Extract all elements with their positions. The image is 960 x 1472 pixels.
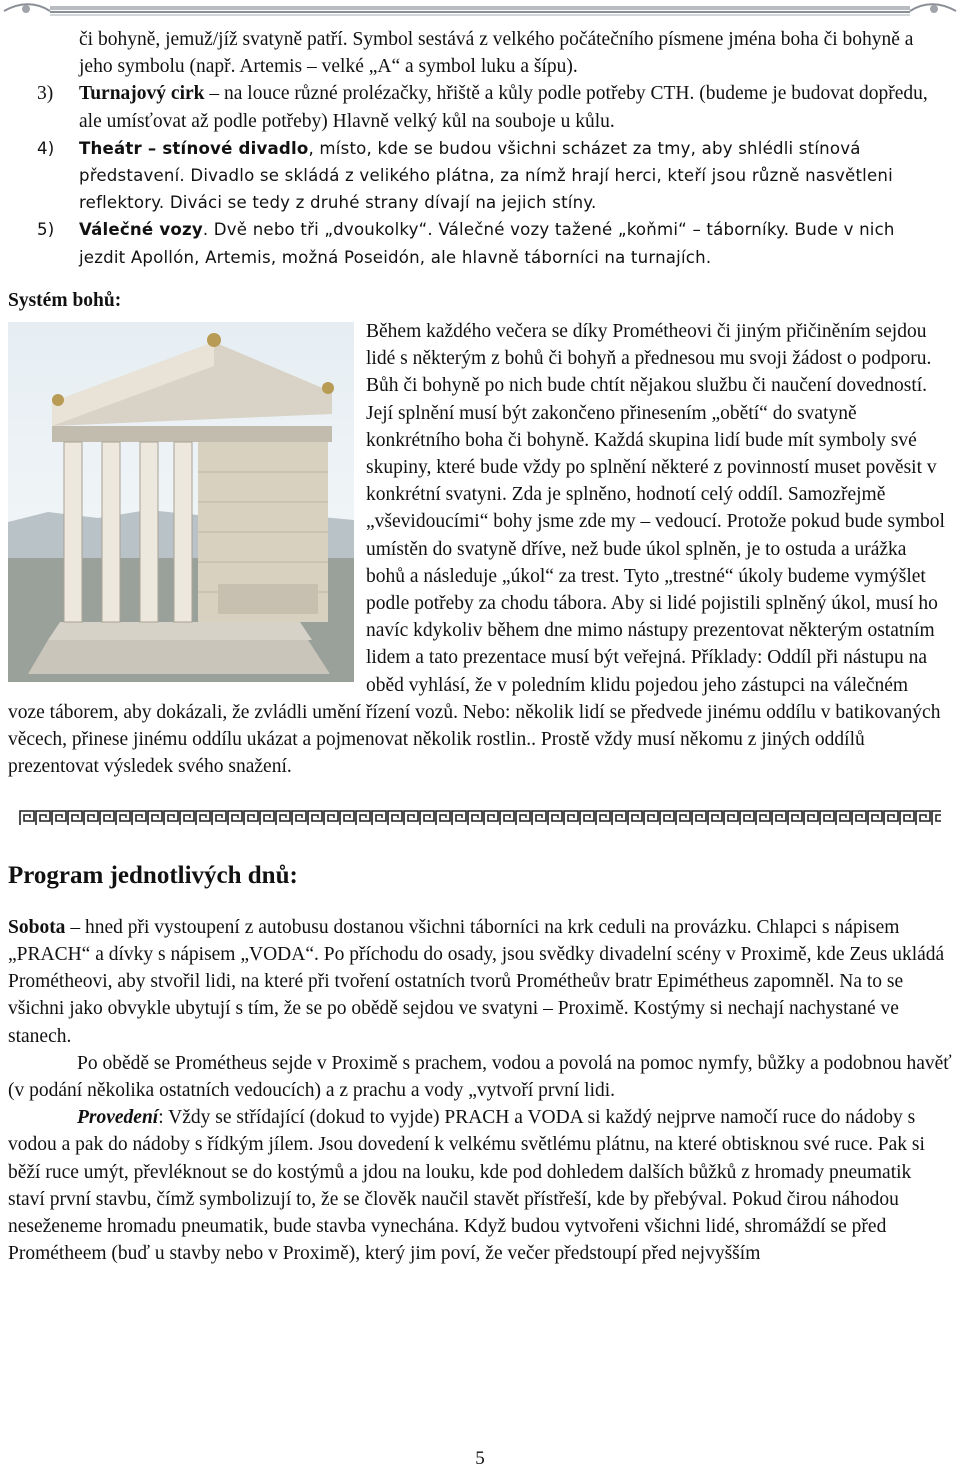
facility-list bbox=[8, 80, 952, 270]
gods-body-text: Během každého večera se díky Prométheovi či jiným přičiněním sejdou lidé s některým z bohů či bohyň a přednesou mu svoji žádost o podporu. Bůh či bohyně po nich bude chtít nějakou službu či naučení dovedností. Její splnění musí být zakončeno přinesením „obětí“ do svatyně konkrétního boha či bohyně. Každá skupina lidí bude mít symboly své skupiny, které bude vždy po splnění některé z povinností muset pověsit v konkrétní svatyni. Zda je splněno, hodnotí celý oddíl. Samozřejmě „vševidoucími“ bohy jsme zde my – vedoucí. Protože pokud bude symbol umístěn do svatyně dříve, než bude úkol splněn, je to ostuda a urážka bohů a následuje „úkol“ za trest. Tyto „trestné“ úkoly budeme vymýšlet podle potřeby za chodu tábora. Aby si lidé pojistili splněný úkol, musí ho navíc kdykoliv během dne mimo nástupy prezentovat některým ostatním lidem a tato prezentace musí být veřejná. Příklady: Oddíl při nástupu na oběd vyhlásí, že v poledním klidu pojedou jeho zástupci na válečném voze táborem, aby dokázali, že zvládli umění řízení vozů. Nebo: několik lidí se předvede jinému oddílu v batikovaných věcech, přinese jinému oddílu ukázat a pojmenovat několik rostlin.. Prostě vždy musí někomu z jiných oddílů prezentovat výsledek svého snažení. bbox=[8, 321, 945, 778]
list-item bbox=[37, 216, 938, 270]
item-text: – na louce různé prolézačky, hřiště a kůly podle potřeby CTH. (budeme je budovat dopředu, ale umísťovat až podle potřeby) Hlavně velký kůl na souboje u kůlu. bbox=[79, 83, 928, 132]
temple-illustration bbox=[8, 322, 354, 682]
list-continuation: či bohyně, jemuž/jíž svatyně patří. Symbol sestává z velkého počátečního písmene jména boha či bohyně a jeho symbolu (např. Artemis – velké „A“ a symbol luku a šípu). bbox=[79, 29, 914, 78]
list-item bbox=[37, 135, 938, 217]
page-number: 5 bbox=[475, 1448, 485, 1469]
meander-divider bbox=[19, 810, 941, 826]
item-number: 3) bbox=[37, 83, 54, 105]
gods-section bbox=[8, 318, 952, 780]
page-content bbox=[8, 26, 952, 1267]
item-number: 4) bbox=[37, 138, 55, 158]
item-title: Theátr – stínové divadlo bbox=[79, 138, 309, 158]
afternoon-paragraph: Po obědě se Prométheus sejde v Proximě s prachem, vodou a povolá na pomoc nymfy, bůžky a podobnou havěť (v podání několika ostatních vedoucích) a z prachu a vody „vytvoří první lidi. bbox=[8, 1052, 952, 1101]
item-title: Válečné vozy bbox=[79, 220, 203, 240]
program-heading: Program jednotlivých dnů: bbox=[8, 862, 298, 890]
item-text: , místo, kde se budou všichni scházet za tmy, aby shlédli stínová představení. Divadlo se skládá z velikého plátna, za nímž hrají herci, kteří jsou různě nasvětleni reflektory. Diváci se tedy z druhé strany dívají na jejich stíny. bbox=[79, 138, 893, 213]
execution-text: : Vždy se střídající (dokud to vyjde) PRACH a VODA si každý nejprve namočí ruce do nádoby s vodou a pak do nádoby s řídkým jílem. Jsou dovedení k velkému světlému plátnu, na které obtisknou své ruce. Pak si běží ruce umýt, převléknout se do kostýmů a jdou na louku, kde pod dohledem dalších bůžků z hromady pneumatik staví první stavbu, čímž symbolizují to, že se člověk naučil stavět přístřeší, kde by přebýval. Pokud čirou náhodou neseženeme hromadu pneumatik, bude stavba vynechána. Když budou vytvořeni všichni lidé, shromáždí se před Prométheem (buď u stavby nebo v Proximě), který jim poví, že večer předstoupí před nejvyšším bbox=[8, 1107, 925, 1265]
list-item bbox=[37, 80, 938, 134]
saturday-paragraph bbox=[8, 914, 952, 1050]
execution-label: Provedení bbox=[77, 1107, 159, 1129]
item-number: 5) bbox=[37, 220, 55, 240]
item-title: Turnajový cirk bbox=[79, 83, 205, 105]
execution-paragraph bbox=[8, 1104, 952, 1267]
item-text: . Dvě nebo tři „dvoukolky“. Válečné vozy tažené „koňmi“ – táborníky. Bude v nich jezdit Apollón, Artemis, možná Poseidón, ale hlavně táborníci na turnajích. bbox=[79, 220, 895, 267]
saturday-label: Sobota bbox=[8, 916, 66, 938]
saturday-text: – hned při vystoupení z autobusu dostanou všichni táborníci na krk ceduli na provázku. Chlapci s nápisem „PRACH“ a dívky s nápisem „VODA“. Po příchodu do osady, jsou svědky divadelní scény v Proximě, kde Zeus ukládá Prométheovi, aby stvořil lidi, na které při tvoření ostatních tvorů Prométheův bratr Epimétheus zapomněl. Na to se všichni jako obvykle ubytují s tím, že se po obědě sejdou ve svatyni – Proximě. Kostýmy si nechají nachystané ve stanech. bbox=[8, 916, 945, 1047]
top-ornament-border bbox=[0, 0, 960, 22]
gods-heading: Systém bohů: bbox=[8, 289, 122, 311]
